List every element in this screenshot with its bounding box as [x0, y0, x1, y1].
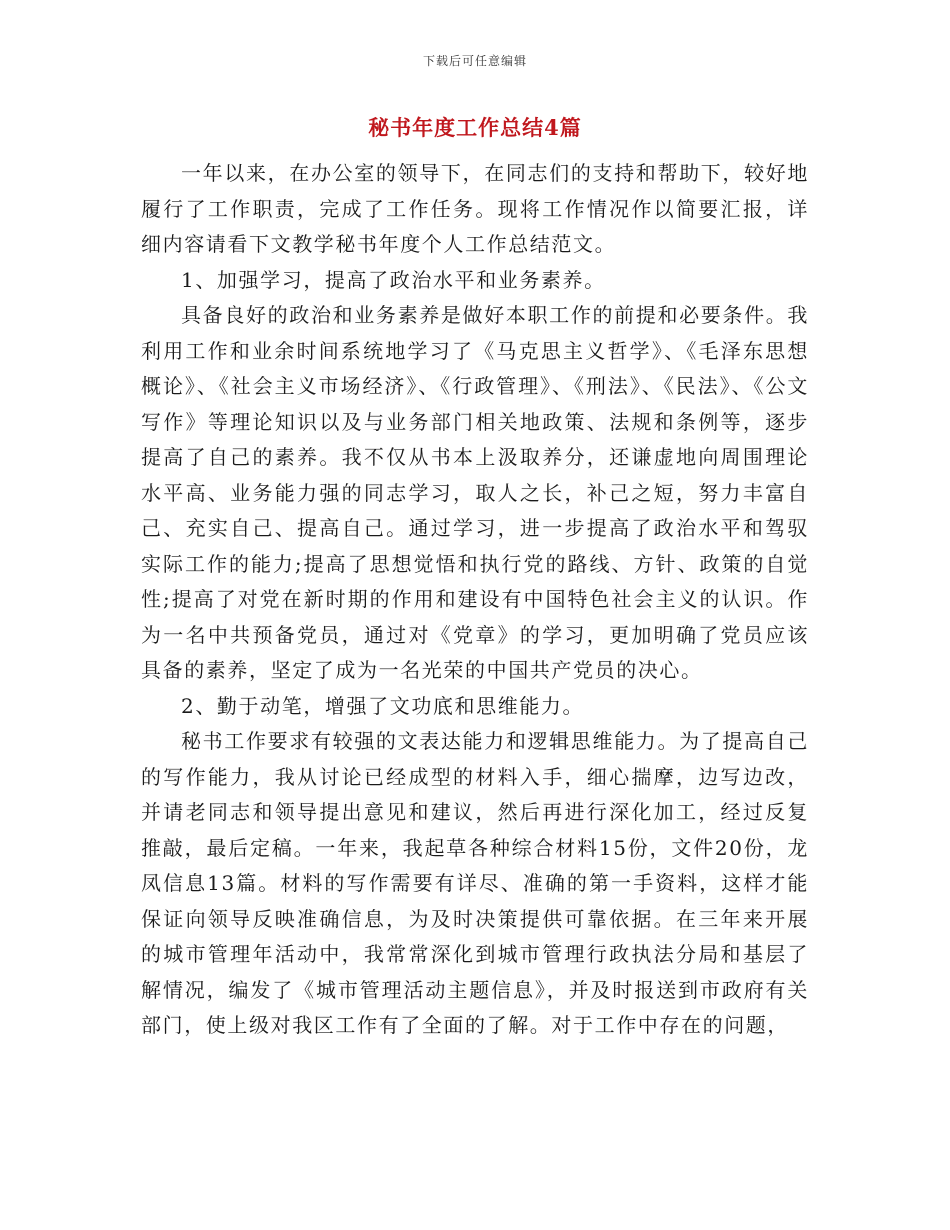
page-header: 下载后可任意编辑 [422, 54, 527, 68]
document-title: 秘书年度工作总结4篇 [368, 115, 582, 140]
paragraph-intro: 一年以来，在办公室的领导下，在同志们的支持和帮助下，较好地履行了工作职责，完成了工作任务。现将工作情况作以简要汇报，详细内容请看下文教学秘书年度个人工作总结范文。 [141, 161, 809, 256]
paragraph-study: 具备良好的政治和业务素养是做好本职工作的前提和必要条件。我利用工作和业余时间系统地学习了《马克思主义哲学》、《毛泽东思想概论》、《社会主义市场经济》、《行政管理》、《刑法》、《民法》、《公文写作》等理论知识以及与业务部门相关地政策、法规和条例等，逐步提高了自己的素养。我不仅从书本上汲取养分，还谦虚地向周围理论水平高、业务能力强的同志学习，取人之长，补己之短，努力丰富自己、充实自己、提高自己。通过学习，进一步提高了政治水平和驾驭实际工作的能力;提高了思想觉悟和执行党的路线、方针、政策的自觉性;提高了对党在新时期的作用和建设有中国特色社会主义的认识。作为一名中共预备党员，通过对《党章》的学习，更加明确了党员应该具备的素养，坚定了成为一名光荣的中国共产党员的决心。 [141, 303, 809, 682]
document-body [141, 156, 809, 1044]
paragraph-writing: 秘书工作要求有较强的文表达能力和逻辑思维能力。为了提高自己的写作能力，我从讨论已经成型的材料入手，细心揣摩，边写边改，并请老同志和领导提出意见和建议，然后再进行深化加工，经过反复推敲，最后定稿。一年来，我起草各种综合材料15份，文件20份，龙凤信息13篇。材料的写作需要有详尽、准确的第一手资料，这样才能保证向领导反映准确信息，为及时决策提供可靠依据。在三年来开展的城市管理年活动中，我常常深化到城市管理行政执法分局和基层了解情况，编发了《城市管理活动主题信息》，并及时报送到市政府有关部门，使上级对我区工作有了全面的了解。对于工作中存在的问题， [141, 729, 809, 1037]
section-heading-2: 2、勤于动笔，增强了文功底和思维能力。 [181, 693, 585, 718]
section-heading-1: 1、加强学习，提高了政治水平和业务素养。 [181, 267, 606, 292]
